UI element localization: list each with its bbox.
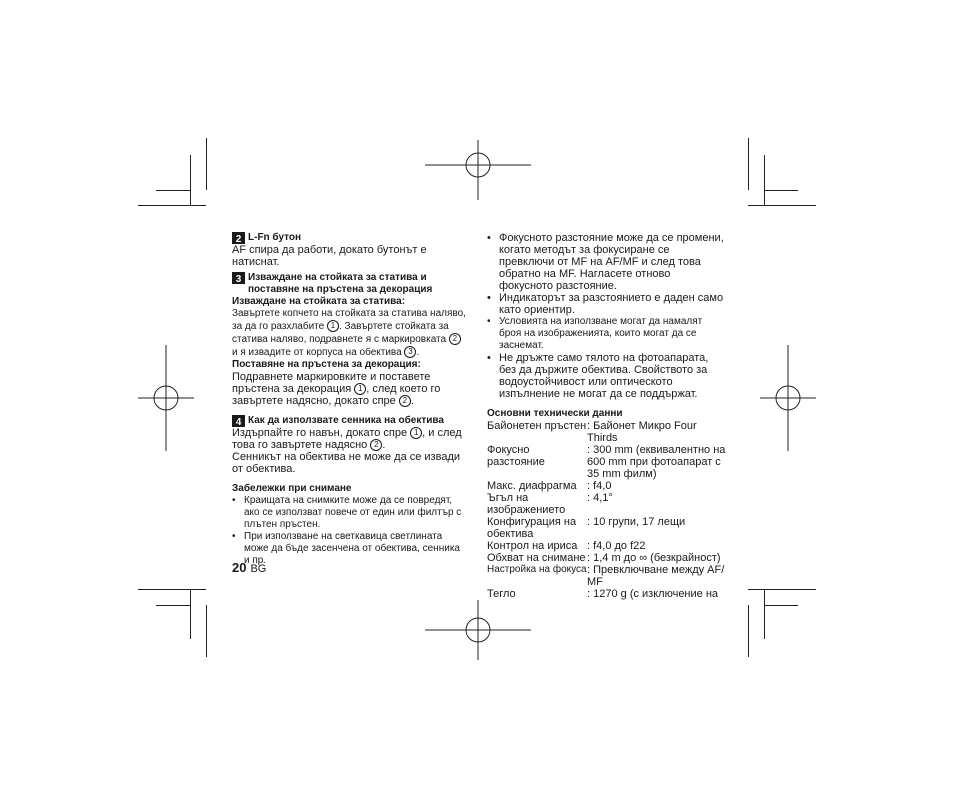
page-number: 20 BG (232, 560, 267, 575)
crop-mark (206, 138, 207, 190)
tripod-remove-subtitle: Изваждане на стойката за статива: (232, 296, 406, 307)
list-item: • Краищата на снимките може да се повредят, ако се използват повече от един или филтър с плътен пръстен. (232, 495, 468, 531)
hood-text-line: това го завъртете надясно 2 . (232, 439, 386, 451)
list-item: • Фокусното разстояние може да се промени, когато методът за фокусиране се превключи от MF на AF/MF и след това обратно на MF. Нагласете отново фокусното разстояние. (487, 232, 727, 292)
crop-mark (138, 205, 206, 206)
list-item: • Не дръжте само тялото на фотоапарата, без да държите обектива. Свойството за водоустойчивост или оптическото изпълнение не могат да се поддържат. (487, 352, 727, 400)
spec-row: Байонетен пръстен : Байонет Микро Four Thirds (487, 420, 697, 444)
section-4-badge-icon (232, 415, 245, 427)
ring-text-line: завъртете надясно, докато спре 2 . (232, 395, 414, 407)
crop-mark (764, 605, 798, 606)
section-lfn-title: L-Fn бутон (248, 232, 302, 243)
crop-mark (206, 605, 207, 657)
registration-mark-right (760, 345, 816, 451)
crop-mark (748, 589, 816, 590)
registration-mark-bottom (425, 600, 531, 660)
list-item: • Условията на използване могат да намалят броя на изображенията, които могат да се заснемат. (487, 316, 727, 352)
lfn-text: AF спира да работи, докато бутонът е натиснат. (232, 244, 427, 268)
ring-text-line: Подравнете маркировките и поставете (232, 371, 431, 383)
registration-mark-top (425, 140, 531, 200)
crop-mark (190, 589, 191, 639)
crop-mark (190, 155, 191, 205)
notes-list (232, 495, 468, 567)
crop-mark (138, 589, 206, 590)
spec-row: Тегло : 1270 g (с изключение на (487, 588, 719, 600)
specs-table (487, 420, 727, 600)
crop-mark (748, 205, 816, 206)
tripod-text-line: за да го разхлабите 1 . Завъртете стойката за (232, 321, 449, 332)
hood-text-line: Издърпайте го навън, докато спре 1 , и след (232, 427, 462, 439)
spec-row: Ъгъл на изображението : 4,1° (487, 492, 613, 516)
tripod-text-line: статива наляво, подравнете я с маркировката 2 (232, 333, 468, 346)
list-item: • Индикаторът за разстоянието е даден само като ориентир. (487, 292, 727, 316)
notes-title: Забележки при снимане (232, 483, 352, 494)
section-tripod-heading (232, 272, 468, 296)
spec-row: Макс. диафрагма : f4,0 (487, 480, 612, 492)
crop-mark (764, 589, 765, 639)
hood-text-line: Сенникът на обектива не може да се извади (232, 451, 461, 463)
spec-row: Контрол на ириса : f4,0 до f22 (487, 540, 646, 552)
spec-row: Фокусно разстояние : 300 mm (еквивалентно на 600 mm при фотоапарат с 35 mm филм) (487, 444, 726, 480)
section-3-badge-icon (232, 272, 245, 284)
crop-mark (156, 190, 190, 191)
ring-attach-subtitle: Поставяне на пръстена за декорация: (232, 359, 421, 370)
section-tripod-title: Изваждане на стойката за статива и поставяне на пръстена за декорация (248, 272, 433, 295)
precautions-list (487, 232, 727, 400)
svg-text:4: 4 (235, 417, 242, 427)
spec-row: Обхват на снимане : 1,4 m до ∞ (безкрайност) (487, 552, 721, 564)
section-hood-heading (232, 415, 468, 427)
tripod-text-line: и я извадите от корпуса на обектива 3 . (232, 347, 420, 358)
left-column (232, 232, 468, 567)
crop-mark (748, 138, 749, 190)
spec-row: Настройка на фокуса : Превключване между AF/ MF (487, 564, 725, 588)
crop-mark (156, 605, 190, 606)
hood-text-line: от обектива. (232, 463, 296, 475)
section-hood-title: Как да използвате сенника на обектива (248, 415, 444, 426)
crop-mark (764, 155, 765, 205)
right-column (487, 232, 727, 600)
svg-text:3: 3 (235, 274, 242, 284)
specs-title: Основни технически данни (487, 408, 623, 419)
section-lfn-heading (232, 232, 468, 244)
registration-mark-left (138, 345, 194, 451)
crop-mark (764, 190, 798, 191)
section-2-badge-icon (232, 232, 245, 244)
tripod-text-line: Завъртете копчето на стойката за статива наляво, (232, 308, 466, 319)
svg-text:2: 2 (235, 234, 242, 244)
ring-text-line: пръстена за декорация 1 , след което го (232, 383, 441, 395)
spec-row: Конфигурация на обектива : 10 групи, 17 лещи (487, 516, 686, 540)
list-item: • При използване на светкавица светлината може да бъде засенчена от обектива, сенника и пр. (232, 531, 468, 567)
crop-mark (748, 605, 749, 657)
